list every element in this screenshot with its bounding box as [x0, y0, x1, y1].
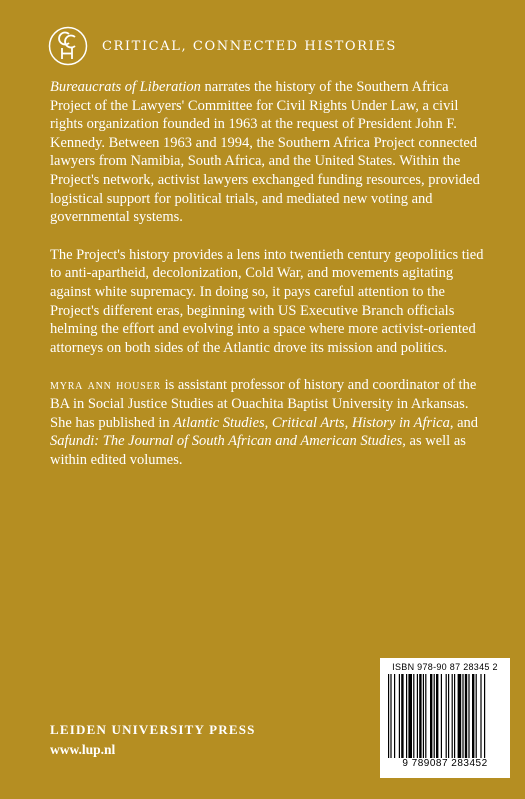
barcode-bar	[462, 674, 463, 758]
barcode-bar	[388, 674, 389, 758]
publisher-name: LEIDEN UNIVERSITY PRESS	[50, 722, 256, 737]
barcode-bar	[430, 674, 432, 758]
publisher-url: www.lup.nl	[50, 742, 116, 757]
barcode-bar	[390, 674, 391, 758]
ean-digits: 9 789087 283452	[402, 758, 488, 769]
series-title: CRITICAL, CONNECTED HISTORIES	[102, 38, 397, 54]
journal-history-in-africa: History in Africa	[351, 414, 450, 431]
author-bio-text-1: is assistant professor of history and coordinator of the BA in Social Justice Studies at Ouachita Baptist University in Arkansas. She has published in	[50, 377, 477, 431]
cch-monogram-logo-icon	[48, 26, 88, 66]
barcode-bar	[448, 674, 449, 758]
description-text-1: narrates the history of the Southern Africa Project of the Lawyers' Committee for Civil Rights Under Law, a civil rights organization founded in 1963 at the request of President John F. Kennedy. Between 1963 and 1994, the Southern Africa Project connected lawyers from Namibia, South Africa, and the United States. Within the Project's network, activist lawyers exchanged funding resources, provided logistical support for political trials, and mediated new voting and governmental systems.	[50, 79, 480, 226]
barcode-bar	[446, 674, 447, 758]
barcode-bar	[480, 674, 481, 758]
description-paragraph-1	[50, 78, 490, 227]
barcode-bar	[476, 674, 477, 758]
barcode-bar	[413, 674, 414, 758]
back-cover-text	[50, 78, 490, 488]
isbn-label: ISBN 978-90 87 28345 2	[392, 662, 498, 672]
barcode-bar	[425, 674, 426, 758]
barcode-bar	[458, 674, 462, 758]
journal-safundi: Safundi: The Journal of South African and American Studies	[50, 433, 403, 450]
description-paragraph-2: The Project's history provides a lens into twentieth century geopolitics tied to anti-apartheid, decolonization, Cold War, and movements agitating against white supremacy. In doing so, it pays careful attention to the Project's different eras, beginning with US Executive Branch officials helming the effort and evolving into a space where more activist-oriented attorneys on both sides of the Atlantic drove its mission and politics.	[50, 246, 484, 356]
author-bio	[50, 376, 490, 469]
barcode-bar	[441, 674, 442, 758]
barcode-bar	[454, 674, 455, 758]
barcode-bar	[399, 674, 400, 758]
barcode-bar	[417, 674, 418, 758]
barcode-bar	[401, 674, 403, 758]
barcode-bar	[406, 674, 407, 758]
journal-separator: , and	[449, 414, 479, 431]
author-bio-text-2: , as well as within edited volumes.	[50, 433, 466, 468]
journal-critical-arts: Critical Arts	[271, 414, 345, 431]
barcode-bar	[472, 674, 474, 758]
barcode-bar	[434, 674, 435, 758]
barcode-bar	[423, 674, 424, 758]
book-title: Bureaucrats of Liberation	[50, 79, 201, 95]
journal-separator: ,	[344, 414, 352, 431]
series-header	[48, 26, 397, 66]
barcode-bars	[388, 674, 502, 758]
journal-atlantic-studies: Atlantic Studies	[173, 414, 265, 431]
barcode-bar	[419, 674, 421, 758]
barcode-bar	[408, 674, 412, 758]
publisher-block	[50, 722, 256, 758]
author-name: myra ann houser	[50, 377, 161, 394]
barcode-bar	[484, 674, 485, 758]
isbn-barcode	[380, 658, 510, 778]
barcode-bar	[452, 674, 453, 758]
barcode-bar	[468, 674, 469, 758]
barcode-bar	[436, 674, 438, 758]
barcode-bar	[394, 674, 395, 758]
barcode-bar	[465, 674, 467, 758]
journal-separator: ,	[264, 414, 272, 431]
